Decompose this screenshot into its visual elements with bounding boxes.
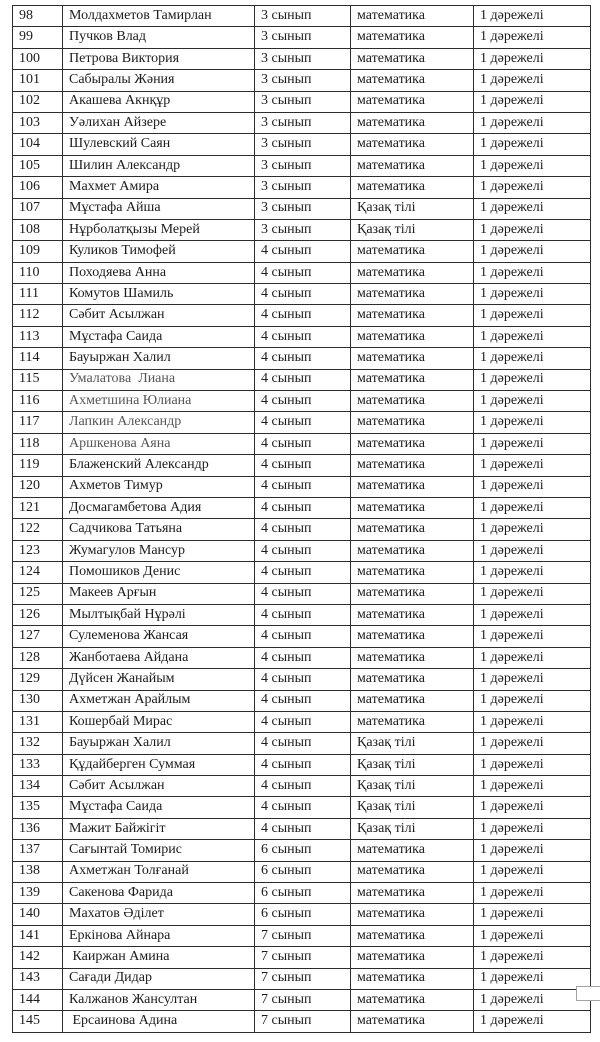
cell-degree: 1 дәрежелі bbox=[474, 883, 591, 904]
cell-grade: 4 сынып bbox=[255, 519, 351, 540]
cell-subject: математика bbox=[351, 262, 474, 283]
cell-degree: 1 дәрежелі bbox=[474, 947, 591, 968]
cell-subject: математика bbox=[351, 947, 474, 968]
cell-grade: 4 сынып bbox=[255, 797, 351, 818]
cell-name: Сакенова Фарида bbox=[63, 883, 255, 904]
cell-grade: 4 сынып bbox=[255, 733, 351, 754]
cell-subject: математика bbox=[351, 455, 474, 476]
cell-subject: математика bbox=[351, 6, 474, 27]
cell-grade: 4 сынып bbox=[255, 818, 351, 839]
table-row bbox=[13, 177, 591, 198]
cell-degree: 1 дәрежелі bbox=[474, 562, 591, 583]
cell-subject: математика bbox=[351, 369, 474, 390]
cell-no: 120 bbox=[13, 476, 63, 497]
table-row bbox=[13, 818, 591, 839]
cell-degree: 1 дәрежелі bbox=[474, 412, 591, 433]
cell-subject: математика bbox=[351, 904, 474, 925]
cell-grade: 6 сынып bbox=[255, 861, 351, 882]
cell-subject: математика bbox=[351, 412, 474, 433]
cell-no: 135 bbox=[13, 797, 63, 818]
table-row bbox=[13, 27, 591, 48]
cell-no: 138 bbox=[13, 861, 63, 882]
cell-no: 124 bbox=[13, 562, 63, 583]
table-row bbox=[13, 1011, 591, 1032]
cell-no: 110 bbox=[13, 262, 63, 283]
cell-name: Мажит Байжігіт bbox=[63, 818, 255, 839]
cell-no: 137 bbox=[13, 840, 63, 861]
cell-subject: математика bbox=[351, 583, 474, 604]
cell-name: Еркінова Айнара bbox=[63, 925, 255, 946]
cell-degree: 1 дәрежелі bbox=[474, 134, 591, 155]
cell-subject: математика bbox=[351, 604, 474, 625]
cell-name: Комутов Шамиль bbox=[63, 284, 255, 305]
table-row bbox=[13, 391, 591, 412]
table-row bbox=[13, 369, 591, 390]
cell-grade: 3 сынып bbox=[255, 219, 351, 240]
cell-degree: 1 дәрежелі bbox=[474, 91, 591, 112]
cell-no: 130 bbox=[13, 690, 63, 711]
cell-name: Жанботаева Айдана bbox=[63, 647, 255, 668]
cell-degree: 1 дәрежелі bbox=[474, 348, 591, 369]
table-row bbox=[13, 48, 591, 69]
cell-name: Досмагамбетова Адия bbox=[63, 497, 255, 518]
cell-no: 140 bbox=[13, 904, 63, 925]
cell-subject: математика bbox=[351, 669, 474, 690]
cell-no: 134 bbox=[13, 776, 63, 797]
cell-grade: 4 сынып bbox=[255, 562, 351, 583]
cell-degree: 1 дәрежелі bbox=[474, 540, 591, 561]
cell-no: 119 bbox=[13, 455, 63, 476]
cell-subject: математика bbox=[351, 519, 474, 540]
cell-name: Мұстафа Саида bbox=[63, 326, 255, 347]
table-row bbox=[13, 711, 591, 732]
cell-grade: 6 сынып bbox=[255, 883, 351, 904]
cell-subject: математика bbox=[351, 326, 474, 347]
cell-grade: 4 сынып bbox=[255, 391, 351, 412]
cell-degree: 1 дәрежелі bbox=[474, 48, 591, 69]
awards-table bbox=[12, 5, 591, 1033]
cell-no: 145 bbox=[13, 1011, 63, 1032]
table-row bbox=[13, 155, 591, 176]
cell-no: 116 bbox=[13, 391, 63, 412]
table-row bbox=[13, 797, 591, 818]
cell-name: Ахметжан Арайлым bbox=[63, 690, 255, 711]
cell-name: Калжанов Жансултан bbox=[63, 989, 255, 1010]
cell-name: Сәбит Асылжан bbox=[63, 776, 255, 797]
cell-subject: математика bbox=[351, 883, 474, 904]
cell-grade: 4 сынып bbox=[255, 433, 351, 454]
table-row bbox=[13, 348, 591, 369]
cell-grade: 3 сынып bbox=[255, 48, 351, 69]
cell-degree: 1 дәрежелі bbox=[474, 626, 591, 647]
cell-no: 105 bbox=[13, 155, 63, 176]
cell-name: Құдайберген Суммая bbox=[63, 754, 255, 775]
cell-degree: 1 дәрежелі bbox=[474, 861, 591, 882]
cell-no: 143 bbox=[13, 968, 63, 989]
cell-name: Куликов Тимофей bbox=[63, 241, 255, 262]
table-row bbox=[13, 733, 591, 754]
table-row bbox=[13, 241, 591, 262]
cell-degree: 1 дәрежелі bbox=[474, 1011, 591, 1032]
cell-degree: 1 дәрежелі bbox=[474, 219, 591, 240]
cell-name: Махмет Амира bbox=[63, 177, 255, 198]
cell-no: 109 bbox=[13, 241, 63, 262]
cell-subject: Қазақ тілі bbox=[351, 818, 474, 839]
cell-no: 131 bbox=[13, 711, 63, 732]
cell-no: 132 bbox=[13, 733, 63, 754]
cell-degree: 1 дәрежелі bbox=[474, 604, 591, 625]
cell-grade: 4 сынып bbox=[255, 540, 351, 561]
cell-subject: математика bbox=[351, 968, 474, 989]
cell-degree: 1 дәрежелі bbox=[474, 647, 591, 668]
cell-subject: математика bbox=[351, 91, 474, 112]
cell-degree: 1 дәрежелі bbox=[474, 818, 591, 839]
cell-no: 127 bbox=[13, 626, 63, 647]
table-row bbox=[13, 326, 591, 347]
cell-name: Молдахметов Тамирлан bbox=[63, 6, 255, 27]
cell-grade: 4 сынып bbox=[255, 326, 351, 347]
table-row bbox=[13, 305, 591, 326]
table-row bbox=[13, 91, 591, 112]
cell-degree: 1 дәрежелі bbox=[474, 455, 591, 476]
cell-degree: 1 дәрежелі bbox=[474, 305, 591, 326]
cell-name: Ерсаинова Адина bbox=[63, 1011, 255, 1032]
cell-grade: 7 сынып bbox=[255, 947, 351, 968]
cell-grade: 4 сынып bbox=[255, 348, 351, 369]
table-row bbox=[13, 519, 591, 540]
cell-no: 133 bbox=[13, 754, 63, 775]
cell-degree: 1 дәрежелі bbox=[474, 369, 591, 390]
cell-degree: 1 дәрежелі bbox=[474, 519, 591, 540]
cell-name: Умалатова Лиана bbox=[63, 369, 255, 390]
cell-no: 98 bbox=[13, 6, 63, 27]
cell-grade: 4 сынып bbox=[255, 754, 351, 775]
cell-grade: 3 сынып bbox=[255, 155, 351, 176]
cell-no: 115 bbox=[13, 369, 63, 390]
table-row bbox=[13, 497, 591, 518]
cell-subject: математика bbox=[351, 177, 474, 198]
cell-no: 128 bbox=[13, 647, 63, 668]
cell-subject: Қазақ тілі bbox=[351, 776, 474, 797]
cell-name: Сулеменова Жансая bbox=[63, 626, 255, 647]
cell-subject: математика bbox=[351, 391, 474, 412]
cell-subject: Қазақ тілі bbox=[351, 219, 474, 240]
cell-degree: 1 дәрежелі bbox=[474, 754, 591, 775]
cell-grade: 4 сынып bbox=[255, 369, 351, 390]
cell-grade: 4 сынып bbox=[255, 305, 351, 326]
cell-subject: математика bbox=[351, 497, 474, 518]
cell-subject: математика bbox=[351, 840, 474, 861]
cell-degree: 1 дәрежелі bbox=[474, 711, 591, 732]
cell-no: 108 bbox=[13, 219, 63, 240]
cell-grade: 4 сынып bbox=[255, 626, 351, 647]
cell-grade: 3 сынып bbox=[255, 27, 351, 48]
cell-grade: 4 сынып bbox=[255, 711, 351, 732]
table-row bbox=[13, 262, 591, 283]
cell-no: 117 bbox=[13, 412, 63, 433]
cell-degree: 1 дәрежелі bbox=[474, 198, 591, 219]
table-row bbox=[13, 861, 591, 882]
cell-grade: 3 сынып bbox=[255, 70, 351, 91]
cell-name: Лапкин Александр bbox=[63, 412, 255, 433]
cell-name: Нұрболатқызы Мерей bbox=[63, 219, 255, 240]
cell-no: 114 bbox=[13, 348, 63, 369]
cell-degree: 1 дәрежелі bbox=[474, 776, 591, 797]
cell-grade: 3 сынып bbox=[255, 198, 351, 219]
cell-subject: математика bbox=[351, 27, 474, 48]
cell-degree: 1 дәрежелі bbox=[474, 904, 591, 925]
cell-degree: 1 дәрежелі bbox=[474, 476, 591, 497]
cell-subject: математика bbox=[351, 626, 474, 647]
cell-degree: 1 дәрежелі bbox=[474, 262, 591, 283]
cell-grade: 4 сынып bbox=[255, 583, 351, 604]
cell-degree: 1 дәрежелі bbox=[474, 433, 591, 454]
cell-no: 102 bbox=[13, 91, 63, 112]
cell-grade: 3 сынып bbox=[255, 91, 351, 112]
cell-no: 121 bbox=[13, 497, 63, 518]
cell-subject: математика bbox=[351, 540, 474, 561]
table-row bbox=[13, 904, 591, 925]
cell-grade: 3 сынып bbox=[255, 6, 351, 27]
table-row bbox=[13, 968, 591, 989]
cell-subject: математика bbox=[351, 134, 474, 155]
cell-no: 104 bbox=[13, 134, 63, 155]
table-row bbox=[13, 219, 591, 240]
cell-name: Аршкенова Аяна bbox=[63, 433, 255, 454]
cell-name: Ахметшина Юлиана bbox=[63, 391, 255, 412]
cell-grade: 4 сынып bbox=[255, 690, 351, 711]
cell-degree: 1 дәрежелі bbox=[474, 326, 591, 347]
cell-no: 99 bbox=[13, 27, 63, 48]
cell-degree: 1 дәрежелі bbox=[474, 797, 591, 818]
cell-name: Садчикова Татьяна bbox=[63, 519, 255, 540]
cell-name: Махатов Әділет bbox=[63, 904, 255, 925]
cell-grade: 7 сынып bbox=[255, 989, 351, 1010]
cell-grade: 4 сынып bbox=[255, 455, 351, 476]
cell-no: 101 bbox=[13, 70, 63, 91]
cell-no: 142 bbox=[13, 947, 63, 968]
table-row bbox=[13, 198, 591, 219]
cell-degree: 1 дәрежелі bbox=[474, 6, 591, 27]
cell-name: Походяева Анна bbox=[63, 262, 255, 283]
table-row bbox=[13, 476, 591, 497]
cell-no: 126 bbox=[13, 604, 63, 625]
cell-no: 112 bbox=[13, 305, 63, 326]
cell-no: 106 bbox=[13, 177, 63, 198]
cell-grade: 4 сынып bbox=[255, 497, 351, 518]
cell-name: Сағынтай Томирис bbox=[63, 840, 255, 861]
cell-subject: математика bbox=[351, 155, 474, 176]
next-table-fragment bbox=[576, 986, 600, 1001]
cell-degree: 1 дәрежелі bbox=[474, 112, 591, 133]
cell-name: Каиржан Амина bbox=[63, 947, 255, 968]
cell-degree: 1 дәрежелі bbox=[474, 241, 591, 262]
cell-subject: математика bbox=[351, 989, 474, 1010]
table-row bbox=[13, 989, 591, 1010]
cell-name: Уәлихан Айзере bbox=[63, 112, 255, 133]
cell-degree: 1 дәрежелі bbox=[474, 497, 591, 518]
cell-grade: 4 сынып bbox=[255, 776, 351, 797]
cell-degree: 1 дәрежелі bbox=[474, 27, 591, 48]
cell-name: Сағади Дидар bbox=[63, 968, 255, 989]
table-row bbox=[13, 455, 591, 476]
cell-no: 123 bbox=[13, 540, 63, 561]
cell-subject: математика bbox=[351, 433, 474, 454]
cell-name: Сәбит Асылжан bbox=[63, 305, 255, 326]
cell-no: 136 bbox=[13, 818, 63, 839]
cell-no: 141 bbox=[13, 925, 63, 946]
cell-grade: 4 сынып bbox=[255, 669, 351, 690]
cell-no: 118 bbox=[13, 433, 63, 454]
cell-grade: 7 сынып bbox=[255, 1011, 351, 1032]
cell-degree: 1 дәрежелі bbox=[474, 284, 591, 305]
cell-name: Бауыржан Халил bbox=[63, 733, 255, 754]
cell-subject: математика bbox=[351, 241, 474, 262]
cell-no: 122 bbox=[13, 519, 63, 540]
cell-grade: 3 сынып bbox=[255, 112, 351, 133]
cell-subject: математика bbox=[351, 305, 474, 326]
cell-no: 125 bbox=[13, 583, 63, 604]
cell-name: Мұстафа Айша bbox=[63, 198, 255, 219]
cell-grade: 4 сынып bbox=[255, 262, 351, 283]
cell-subject: математика bbox=[351, 690, 474, 711]
cell-degree: 1 дәрежелі bbox=[474, 155, 591, 176]
table-row bbox=[13, 412, 591, 433]
cell-degree: 1 дәрежелі bbox=[474, 70, 591, 91]
cell-degree: 1 дәрежелі bbox=[474, 733, 591, 754]
cell-no: 107 bbox=[13, 198, 63, 219]
cell-subject: математика bbox=[351, 711, 474, 732]
cell-subject: Қазақ тілі bbox=[351, 797, 474, 818]
cell-name: Ахметов Тимур bbox=[63, 476, 255, 497]
cell-name: Жумагулов Мансур bbox=[63, 540, 255, 561]
cell-grade: 6 сынып bbox=[255, 840, 351, 861]
cell-grade: 6 сынып bbox=[255, 904, 351, 925]
table-row bbox=[13, 840, 591, 861]
cell-name: Помошиков Денис bbox=[63, 562, 255, 583]
cell-degree: 1 дәрежелі bbox=[474, 968, 591, 989]
cell-subject: математика bbox=[351, 112, 474, 133]
cell-no: 111 bbox=[13, 284, 63, 305]
cell-no: 103 bbox=[13, 112, 63, 133]
table-row bbox=[13, 433, 591, 454]
cell-no: 129 bbox=[13, 669, 63, 690]
table-row bbox=[13, 925, 591, 946]
table-row bbox=[13, 562, 591, 583]
cell-name: Ахметжан Толғанай bbox=[63, 861, 255, 882]
cell-subject: математика bbox=[351, 562, 474, 583]
cell-degree: 1 дәрежелі bbox=[474, 583, 591, 604]
cell-degree: 1 дәрежелі bbox=[474, 391, 591, 412]
cell-name: Петрова Виктория bbox=[63, 48, 255, 69]
table-row bbox=[13, 947, 591, 968]
cell-subject: математика bbox=[351, 925, 474, 946]
cell-name: Сабыралы Жәния bbox=[63, 70, 255, 91]
cell-name: Дүйсен Жанайым bbox=[63, 669, 255, 690]
table-row bbox=[13, 883, 591, 904]
cell-subject: математика bbox=[351, 48, 474, 69]
cell-grade: 4 сынып bbox=[255, 284, 351, 305]
cell-name: Акашева Акнқұр bbox=[63, 91, 255, 112]
cell-degree: 1 дәрежелі bbox=[474, 925, 591, 946]
cell-subject: Қазақ тілі bbox=[351, 733, 474, 754]
cell-subject: математика bbox=[351, 70, 474, 91]
cell-grade: 7 сынып bbox=[255, 968, 351, 989]
table-row bbox=[13, 134, 591, 155]
cell-subject: математика bbox=[351, 647, 474, 668]
cell-grade: 3 сынып bbox=[255, 177, 351, 198]
cell-grade: 4 сынып bbox=[255, 476, 351, 497]
cell-name: Кошербай Мирас bbox=[63, 711, 255, 732]
table-row bbox=[13, 70, 591, 91]
cell-degree: 1 дәрежелі bbox=[474, 840, 591, 861]
cell-grade: 4 сынып bbox=[255, 647, 351, 668]
table-row bbox=[13, 647, 591, 668]
cell-name: Блаженский Александр bbox=[63, 455, 255, 476]
table-row bbox=[13, 284, 591, 305]
cell-subject: математика bbox=[351, 476, 474, 497]
cell-name: Шилин Александр bbox=[63, 155, 255, 176]
table-row bbox=[13, 754, 591, 775]
cell-name: Мылтықбай Нұрәлі bbox=[63, 604, 255, 625]
cell-degree: 1 дәрежелі bbox=[474, 690, 591, 711]
cell-no: 113 bbox=[13, 326, 63, 347]
cell-subject: Қазақ тілі bbox=[351, 754, 474, 775]
cell-name: Шулевский Саян bbox=[63, 134, 255, 155]
cell-name: Мұстафа Саида bbox=[63, 797, 255, 818]
cell-name: Пучков Влад bbox=[63, 27, 255, 48]
cell-grade: 3 сынып bbox=[255, 134, 351, 155]
cell-name: Бауыржан Халил bbox=[63, 348, 255, 369]
table-row bbox=[13, 669, 591, 690]
cell-grade: 4 сынып bbox=[255, 604, 351, 625]
cell-grade: 4 сынып bbox=[255, 241, 351, 262]
cell-subject: математика bbox=[351, 284, 474, 305]
cell-no: 144 bbox=[13, 989, 63, 1010]
table-row bbox=[13, 626, 591, 647]
cell-subject: математика bbox=[351, 348, 474, 369]
table-row bbox=[13, 112, 591, 133]
table-row bbox=[13, 690, 591, 711]
cell-no: 100 bbox=[13, 48, 63, 69]
cell-grade: 4 сынып bbox=[255, 412, 351, 433]
cell-name: Макеев Арғын bbox=[63, 583, 255, 604]
cell-degree: 1 дәрежелі bbox=[474, 669, 591, 690]
table-row bbox=[13, 776, 591, 797]
table-row bbox=[13, 540, 591, 561]
table-row bbox=[13, 604, 591, 625]
cell-degree: 1 дәрежелі bbox=[474, 989, 591, 1010]
cell-degree: 1 дәрежелі bbox=[474, 177, 591, 198]
cell-subject: математика bbox=[351, 1011, 474, 1032]
cell-subject: Қазақ тілі bbox=[351, 198, 474, 219]
table-row bbox=[13, 583, 591, 604]
cell-no: 139 bbox=[13, 883, 63, 904]
cell-grade: 7 сынып bbox=[255, 925, 351, 946]
cell-subject: математика bbox=[351, 861, 474, 882]
table-row bbox=[13, 6, 591, 27]
